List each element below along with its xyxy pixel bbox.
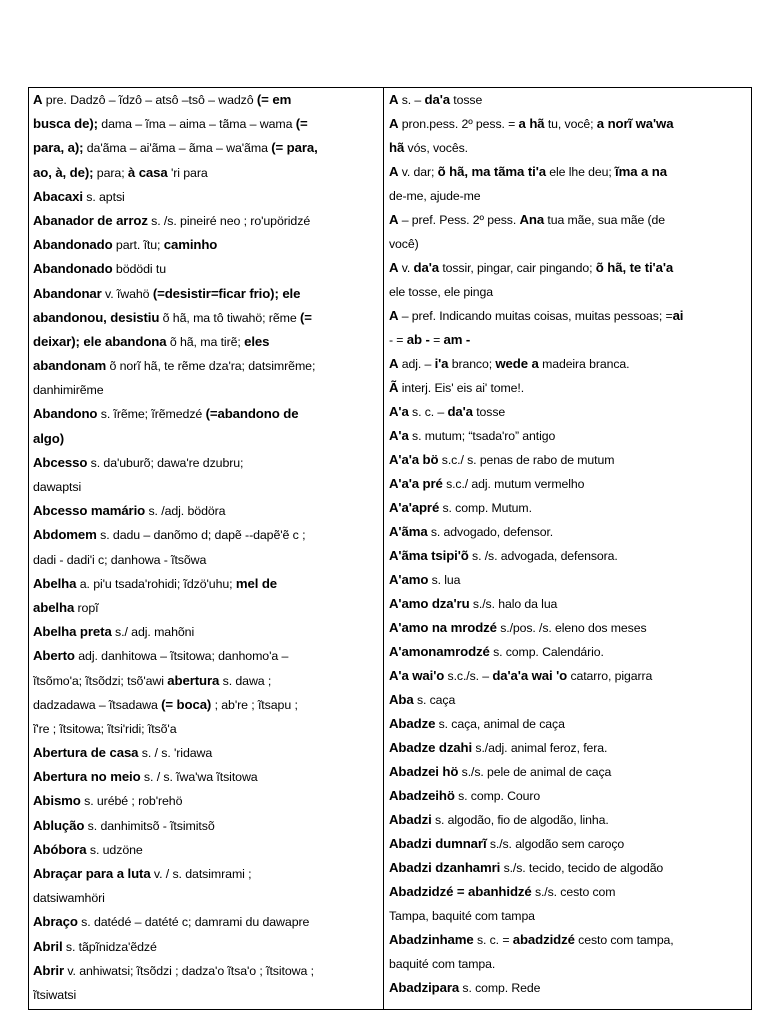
dictionary-line (33, 499, 379, 523)
headword-text: Abdomem (33, 527, 97, 543)
definition-text: s. datédé – datété c; damrami du dawapre (77, 915, 310, 930)
definition-text: s. advogado, defensor. (427, 525, 554, 539)
definition-text: cesto com tampa, (574, 933, 674, 947)
headword-text: A'a'a pré (389, 476, 443, 491)
headword-text: A (389, 356, 399, 371)
dictionary-line (33, 112, 379, 136)
dictionary-line (33, 814, 379, 838)
definition-text: s. urébé ; rob'rehö (80, 794, 183, 809)
headword-text: Abadzi (389, 812, 432, 827)
definition-text: dawaptsi (33, 480, 82, 494)
dictionary-line (33, 669, 379, 693)
headword-text: Abadzei hö (389, 764, 459, 779)
definition-text: s./s. cesto com (531, 885, 616, 899)
dictionary-line (33, 427, 379, 451)
definition-text: ele tosse, ele pinga (389, 285, 493, 299)
headword-text: Aberto (33, 648, 75, 664)
dictionary-line (33, 548, 379, 572)
definition-text: s.c./ s. penas de rabo de mutum (438, 453, 615, 467)
dictionary-line (33, 209, 379, 233)
headword-text: abertura (167, 672, 220, 688)
dictionary-line (389, 448, 749, 472)
dictionary-line (389, 136, 749, 160)
headword-text: Abandonado (33, 261, 113, 277)
dictionary-line (33, 88, 379, 112)
dictionary-line (389, 88, 749, 112)
headword-text: da'a'a wai 'o (492, 668, 568, 683)
definition-text: s. dawa ; (219, 673, 272, 688)
definition-text: catarro, pigarra (567, 669, 653, 683)
headword-text: Ã (389, 380, 399, 395)
dictionary-line (33, 475, 379, 499)
definition-text: s. comp. Mutum. (439, 501, 532, 515)
headword-text: wede a (495, 356, 539, 371)
dictionary-line (33, 451, 379, 475)
definition-text: s./s. tecido, tecido de algodão (500, 861, 664, 875)
dictionary-line (389, 232, 749, 256)
headword-text: Abóbora (33, 841, 87, 857)
definition-text: s./pos. /s. eleno dos meses (496, 621, 647, 635)
headword-text: Abelha (33, 575, 77, 591)
headword-text: i'a (434, 356, 449, 371)
definition-text: s. comp. Couro (454, 789, 541, 803)
headword-text: Abertura de casa (33, 745, 139, 761)
dictionary-line (389, 424, 749, 448)
definition-text: – pref. Indicando muitas coisas, muitas pessoas; = (398, 309, 673, 323)
dictionary-line (389, 784, 749, 808)
definition-text: õ hã, ma tô tiwahö; rẽme (159, 310, 300, 325)
dictionary-line (33, 838, 379, 862)
headword-text: A'amonamrodzé (389, 644, 490, 659)
dictionary-line (33, 789, 379, 813)
right-column (389, 88, 749, 1000)
definition-text: s. tãpĩnidza'ẽdzé (62, 939, 157, 954)
dictionary-line (33, 354, 379, 378)
dictionary-line (33, 862, 379, 886)
definition-text: para; (93, 165, 128, 180)
definition-text: interj. Eis' eis ai' tome!. (398, 381, 525, 395)
headword-text: Abismo (33, 793, 81, 809)
headword-text: Abraço (33, 914, 78, 930)
dictionary-line (33, 523, 379, 547)
definition-text: ĩtsiwatsi (33, 987, 77, 1002)
dictionary-line (33, 886, 379, 910)
definition-text: s. c. = (473, 933, 513, 947)
definition-text: õ hã, ma tirẽ; (166, 334, 245, 349)
definition-text: v. dar; (398, 165, 438, 179)
headword-text: (= boca) (161, 696, 212, 712)
definition-text: s.c./s. – (444, 669, 493, 683)
definition-text: bödödi tu (112, 262, 167, 277)
headword-text: abandonam (33, 358, 107, 374)
dictionary-line (389, 256, 749, 280)
definition-text: s. c. – (408, 405, 448, 419)
definition-text: s. caça, animal de caça (435, 717, 565, 731)
headword-text: Abadzidzé = abanhidzé (389, 884, 532, 899)
definition-text: s. /s. advogada, defensora. (468, 549, 618, 563)
headword-text: da'a (413, 260, 439, 275)
dictionary-line (33, 402, 379, 426)
dictionary-line (389, 496, 749, 520)
definition-text: tosse (472, 405, 506, 419)
dictionary-line (33, 330, 379, 354)
left-column (33, 88, 379, 1007)
definition-text: s. /s. pineiré neo ; ro'upöridzé (147, 213, 311, 228)
definition-text: tossir, pingar, cair pingando; (439, 261, 596, 275)
dictionary-line (33, 741, 379, 765)
headword-text: Abadzeihö (389, 788, 455, 803)
headword-text: caminho (163, 237, 218, 253)
dictionary-line (33, 935, 379, 959)
definition-text: danhimirẽme (33, 383, 104, 398)
headword-text: (= em (256, 92, 292, 107)
headword-text: Abadzi dzanhamri (389, 860, 501, 875)
dictionary-line (389, 328, 749, 352)
headword-text: Abadzi dumnarĩ (389, 836, 487, 851)
definition-text: dadzadawa – ĩtsadawa (33, 697, 162, 712)
definition-text: baquité com tampa. (389, 957, 496, 971)
definition-text: s. mutum; “tsada'ro” antigo (408, 429, 556, 443)
definition-text: vós, vocês. (404, 141, 468, 155)
dictionary-line (33, 644, 379, 668)
headword-text: para, a); (33, 140, 84, 156)
definition-text: tu, você; (544, 117, 597, 131)
definition-text: part. ĩtu; (112, 238, 164, 253)
headword-text: Ana (519, 212, 545, 227)
definition-text: s. – (398, 93, 425, 107)
headword-text: abadzidzé (512, 932, 575, 947)
dictionary-line (389, 976, 749, 1000)
definition-text: s. / s. ĩwa'wa ĩtsitowa (140, 770, 258, 785)
definition-text: s. ĩrẽme; ĩrẽmedzé (97, 407, 206, 422)
dictionary-line (389, 736, 749, 760)
definition-text: madeira branca. (538, 357, 630, 371)
headword-text: A'amo dza'ru (389, 596, 470, 611)
definition-text: de-me, ajude-me (389, 189, 481, 203)
definition-text: v. ĩwahö (101, 286, 153, 301)
headword-text: abelha (33, 599, 75, 615)
headword-text: hã (389, 140, 405, 155)
headword-text: (=abandono de (205, 406, 299, 422)
definition-text: s./s. pele de animal de caça (458, 765, 612, 779)
headword-text: (= (299, 309, 312, 325)
definition-text: s. da'uburõ; dawa're dzubru; (87, 455, 244, 470)
headword-text: abandonou, desistiu (33, 309, 160, 325)
dictionary-line (389, 616, 749, 640)
definition-text: pron.pess. 2º pess. = (398, 117, 519, 131)
definition-text: adj. danhitowa – ĩtsitowa; danhomo'a – (74, 649, 289, 664)
definition-text: s. / s. 'ridawa (138, 746, 213, 761)
headword-text: à casa (127, 164, 168, 180)
definition-text: v. / s. datsimrami ; (150, 867, 252, 881)
headword-text: a norĩ wa'wa (596, 116, 674, 131)
definition-text: s./adj. animal feroz, fera. (472, 741, 608, 755)
dictionary-line (389, 184, 749, 208)
dictionary-line (33, 596, 379, 620)
headword-text: ai (672, 308, 684, 323)
headword-text: Abraçar para a luta (33, 866, 151, 881)
dictionary-line (33, 185, 379, 209)
definition-text: - = (389, 333, 407, 347)
dictionary-line (33, 161, 379, 185)
definition-text: tosse (449, 93, 483, 107)
definition-text: s. algodão, fio de algodão, linha. (431, 813, 609, 827)
headword-text: A'amo (389, 572, 429, 587)
dictionary-line (389, 544, 749, 568)
dictionary-line (33, 282, 379, 306)
definition-text: ele lhe deu; (545, 165, 616, 179)
definition-text: ĩtsõmo'a; ĩtsõdzi; tsõ'awi (33, 673, 168, 688)
definition-text: 'ri para (167, 165, 208, 180)
dictionary-line (389, 352, 749, 376)
dictionary-line (389, 568, 749, 592)
headword-text: Abcesso mamário (33, 503, 146, 519)
headword-text: deixar); ele abandona (33, 333, 167, 349)
headword-text: (=desistir=ficar frio); ele (152, 285, 301, 301)
dictionary-line (389, 856, 749, 880)
definition-text: datsiwamhöri (33, 891, 105, 906)
dictionary-line (389, 640, 749, 664)
dictionary-line (33, 983, 379, 1007)
dictionary-line (33, 959, 379, 983)
definition-text: ropĩ (74, 600, 99, 615)
definition-text: s. comp. Calendário. (489, 645, 604, 659)
definition-text: dadi - dadi'i c; danhowa - ĩtsõwa (33, 552, 207, 567)
definition-text: Tampa, baquité com tampa (389, 909, 535, 923)
headword-text: Abelha preta (33, 624, 112, 640)
headword-text: Abertura no meio (33, 769, 141, 785)
headword-text: A'a (389, 428, 409, 443)
headword-text: algo) (33, 430, 65, 446)
definition-text: a. pi'u tsada'rohidi; ĩdzö'uhu; (76, 576, 236, 591)
definition-text: s./s. algodão sem caroço (486, 837, 625, 851)
dictionary-line (389, 208, 749, 232)
dictionary-line (33, 306, 379, 330)
definition-text: s. udzöne (86, 842, 143, 857)
definition-text: ; ab're ; ĩtsapu ; (211, 697, 298, 712)
dictionary-line (389, 280, 749, 304)
dictionary-line (389, 160, 749, 184)
headword-text: A (389, 212, 399, 227)
definition-text: s. dadu – danõmo d; dapẽ --dapẽ'ẽ c ; (96, 528, 306, 543)
dictionary-line (389, 664, 749, 688)
headword-text: A'ãma (389, 524, 428, 539)
definition-text: = (429, 333, 444, 347)
definition-text: s./s. halo da lua (469, 597, 558, 611)
dictionary-line (389, 712, 749, 736)
definition-text: s. caça (413, 693, 456, 707)
headword-text: eles (244, 333, 270, 349)
column-divider (383, 87, 384, 1010)
dictionary-line (389, 520, 749, 544)
headword-text: A (33, 92, 43, 107)
dictionary-line (389, 928, 749, 952)
headword-text: Abril (33, 938, 63, 954)
dictionary-line (389, 880, 749, 904)
definition-text: ĩ're ; ĩtsitowa; ĩtsi'ridi; ĩtsõ'a (33, 721, 177, 736)
headword-text: Abadzipara (389, 980, 460, 995)
definition-text: v. (398, 261, 414, 275)
headword-text: Abandono (33, 406, 98, 422)
headword-text: A (389, 260, 399, 275)
dictionary-line (33, 233, 379, 257)
dictionary-line (389, 592, 749, 616)
headword-text: A'a'apré (389, 500, 440, 515)
headword-text: busca de); (33, 116, 98, 132)
dictionary-line (389, 808, 749, 832)
definition-text: s. /adj. bödöra (145, 504, 226, 519)
headword-text: (= para, (271, 140, 318, 156)
dictionary-line (389, 304, 749, 328)
dictionary-line (389, 760, 749, 784)
dictionary-line (33, 717, 379, 741)
definition-text: dama – ĩma – aima – tãma – wama (97, 117, 296, 132)
headword-text: Aba (389, 692, 414, 707)
headword-text: Abcesso (33, 454, 88, 470)
definition-text: s. aptsi (82, 189, 125, 204)
dictionary-line (389, 376, 749, 400)
definition-text: você) (389, 237, 419, 251)
headword-text: Abanador de arroz (33, 212, 148, 228)
dictionary-line (389, 472, 749, 496)
definition-text: s. lua (428, 573, 461, 587)
definition-text: s. comp. Rede (459, 981, 541, 995)
headword-text: Abandonar (33, 285, 102, 301)
headword-text: da'a (424, 92, 450, 107)
headword-text: am - (443, 332, 471, 347)
headword-text: A (389, 92, 399, 107)
definition-text: s.c./ adj. mutum vermelho (442, 477, 585, 491)
headword-text: a hã (518, 116, 545, 131)
headword-text: ao, à, de); (33, 164, 94, 180)
headword-text: Abadze dzahi (389, 740, 473, 755)
definition-text: v. anhiwatsi; ĩtsõdzi ; dadza'o ĩtsa'o ; ĩtsitowa ; (64, 963, 315, 978)
definition-text: s. danhimitsõ - ĩtsimitsõ (84, 818, 215, 833)
dictionary-line (389, 112, 749, 136)
headword-text: (= (295, 116, 308, 132)
headword-text: Abandonado (33, 237, 113, 253)
definition-text: da'ãma – ai'ãma – ãma – wa'ãma (83, 141, 272, 156)
definition-text: tua mãe, sua mãe (de (544, 213, 666, 227)
definition-text: pre. Dadzô – ĩdzô – atsô –tsô – wadzô (42, 93, 257, 107)
headword-text: Abrir (33, 962, 65, 978)
headword-text: Abadzinhame (389, 932, 474, 947)
headword-text: mel de (235, 575, 278, 591)
dictionary-line (33, 378, 379, 402)
definition-text: õ norĩ hã, te rẽme dza'ra; datsimrẽme; (106, 359, 316, 374)
dictionary-line (389, 832, 749, 856)
dictionary-line (33, 693, 379, 717)
definition-text: adj. – (398, 357, 435, 371)
headword-text: ab - (406, 332, 430, 347)
dictionary-line (33, 136, 379, 160)
headword-text: Abacaxi (33, 188, 83, 204)
headword-text: A'a wai'o (389, 668, 445, 683)
headword-text: A (389, 164, 399, 179)
dictionary-line (389, 688, 749, 712)
headword-text: õ hã, ma tãma ti'a (437, 164, 546, 179)
headword-text: A'ãma tsipi'õ (389, 548, 469, 563)
dictionary-line (33, 257, 379, 281)
headword-text: A (389, 308, 399, 323)
headword-text: A'a (389, 404, 409, 419)
dictionary-line (389, 400, 749, 424)
headword-text: õ hã, te ti'a'a (595, 260, 674, 275)
definition-text: s./ adj. mahõni (111, 625, 195, 640)
headword-text: ĩma a na (615, 164, 667, 179)
dictionary-line (389, 904, 749, 928)
headword-text: Ablução (33, 817, 85, 833)
headword-text: A (389, 116, 399, 131)
dictionary-line (33, 572, 379, 596)
headword-text: Abadze (389, 716, 436, 731)
dictionary-line (33, 910, 379, 934)
dictionary-line (389, 952, 749, 976)
dictionary-line (33, 620, 379, 644)
definition-text: branco; (448, 357, 496, 371)
definition-text: – pref. Pess. 2º pess. (398, 213, 520, 227)
headword-text: A'a'a bö (389, 452, 439, 467)
headword-text: A'amo na mrodzé (389, 620, 497, 635)
headword-text: da'a (447, 404, 473, 419)
dictionary-line (33, 765, 379, 789)
